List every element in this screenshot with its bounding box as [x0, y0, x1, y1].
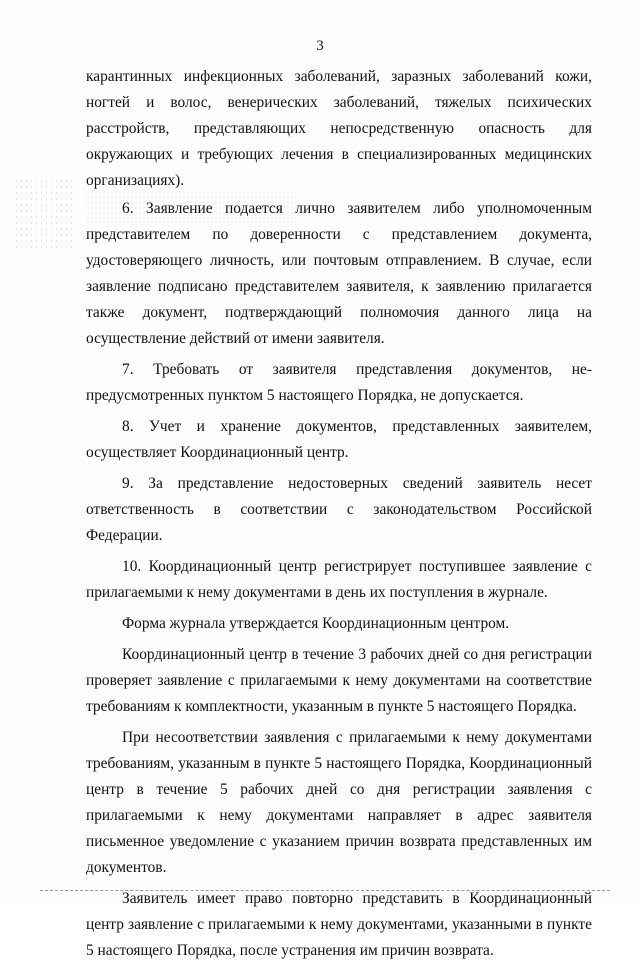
paragraph-continuation: карантинных инфекционных заболеваний, заразных заболеваний кожи, ногтей и волос, венерических заболеваний, тяжелых психических расстройств, представляющих непосредственную опасность для окружающих и требующих лечения в специализированных медицинских организациях). — [86, 68, 592, 189]
paragraph-journal-form: Форма журнала утверждается Координационным центром. — [122, 615, 510, 632]
page-bottom-edge — [40, 890, 610, 891]
paragraph-resubmission: Заявитель имеет право повторно представить в Координационный центр заявление с прилагаемыми к нему документами, указанными в пункте 5 настоящего Порядка, после устранения им причин возврата. — [86, 890, 592, 959]
paragraph-nonconformity: При несоответствии заявления с прилагаемыми к нему документами требованиям, указанным в пункте 5 настоящего Порядка, Координационный центр в течение 5 рабочих дней со дня регистрации заявления с прилагаемыми к нему документами направляет в адрес заявителя письменное уведомление с указанием причин возврата представленных им документов. — [86, 729, 592, 876]
scan-artifact — [14, 178, 74, 248]
paragraph-item-8: 8. Учет и хранение документов, представленных заявителем, осуществляет Координационный центр. — [86, 418, 592, 461]
paragraph-item-6: 6. Заявление подается лично заявителем либо уполномоченным представителем по доверенности с представлением документа, удостоверяющего личность, или почтовым отправлением. В случае, если заявление подписано представителем заявителя, к заявлению прилагается также документ, подтверждающий полномочия данного лица на осуществление действий от имени заявителя. — [86, 200, 592, 347]
document-body — [86, 64, 592, 964]
paragraph-item-7: 7. Требовать от заявителя представления документов, не-предусмотренных пунктом 5 настоящего Порядка, не допускается. — [86, 361, 592, 404]
page-number: 3 — [316, 38, 324, 54]
paragraph-verification: Координационный центр в течение 3 рабочих дней со дня регистрации проверяет заявление с прилагаемыми к нему документами на соответствие требованиям к комплектности, указанным в пункте 5 настоящего Порядка. — [86, 646, 592, 715]
paragraph-item-9: 9. За представление недостоверных сведений заявитель несет ответственность в соответствии с законодательством Российской Федерации. — [86, 475, 592, 544]
paragraph-item-10: 10. Координационный центр регистрирует поступившее заявление с прилагаемыми к нему документами в день их поступления в журнале. — [86, 558, 592, 601]
